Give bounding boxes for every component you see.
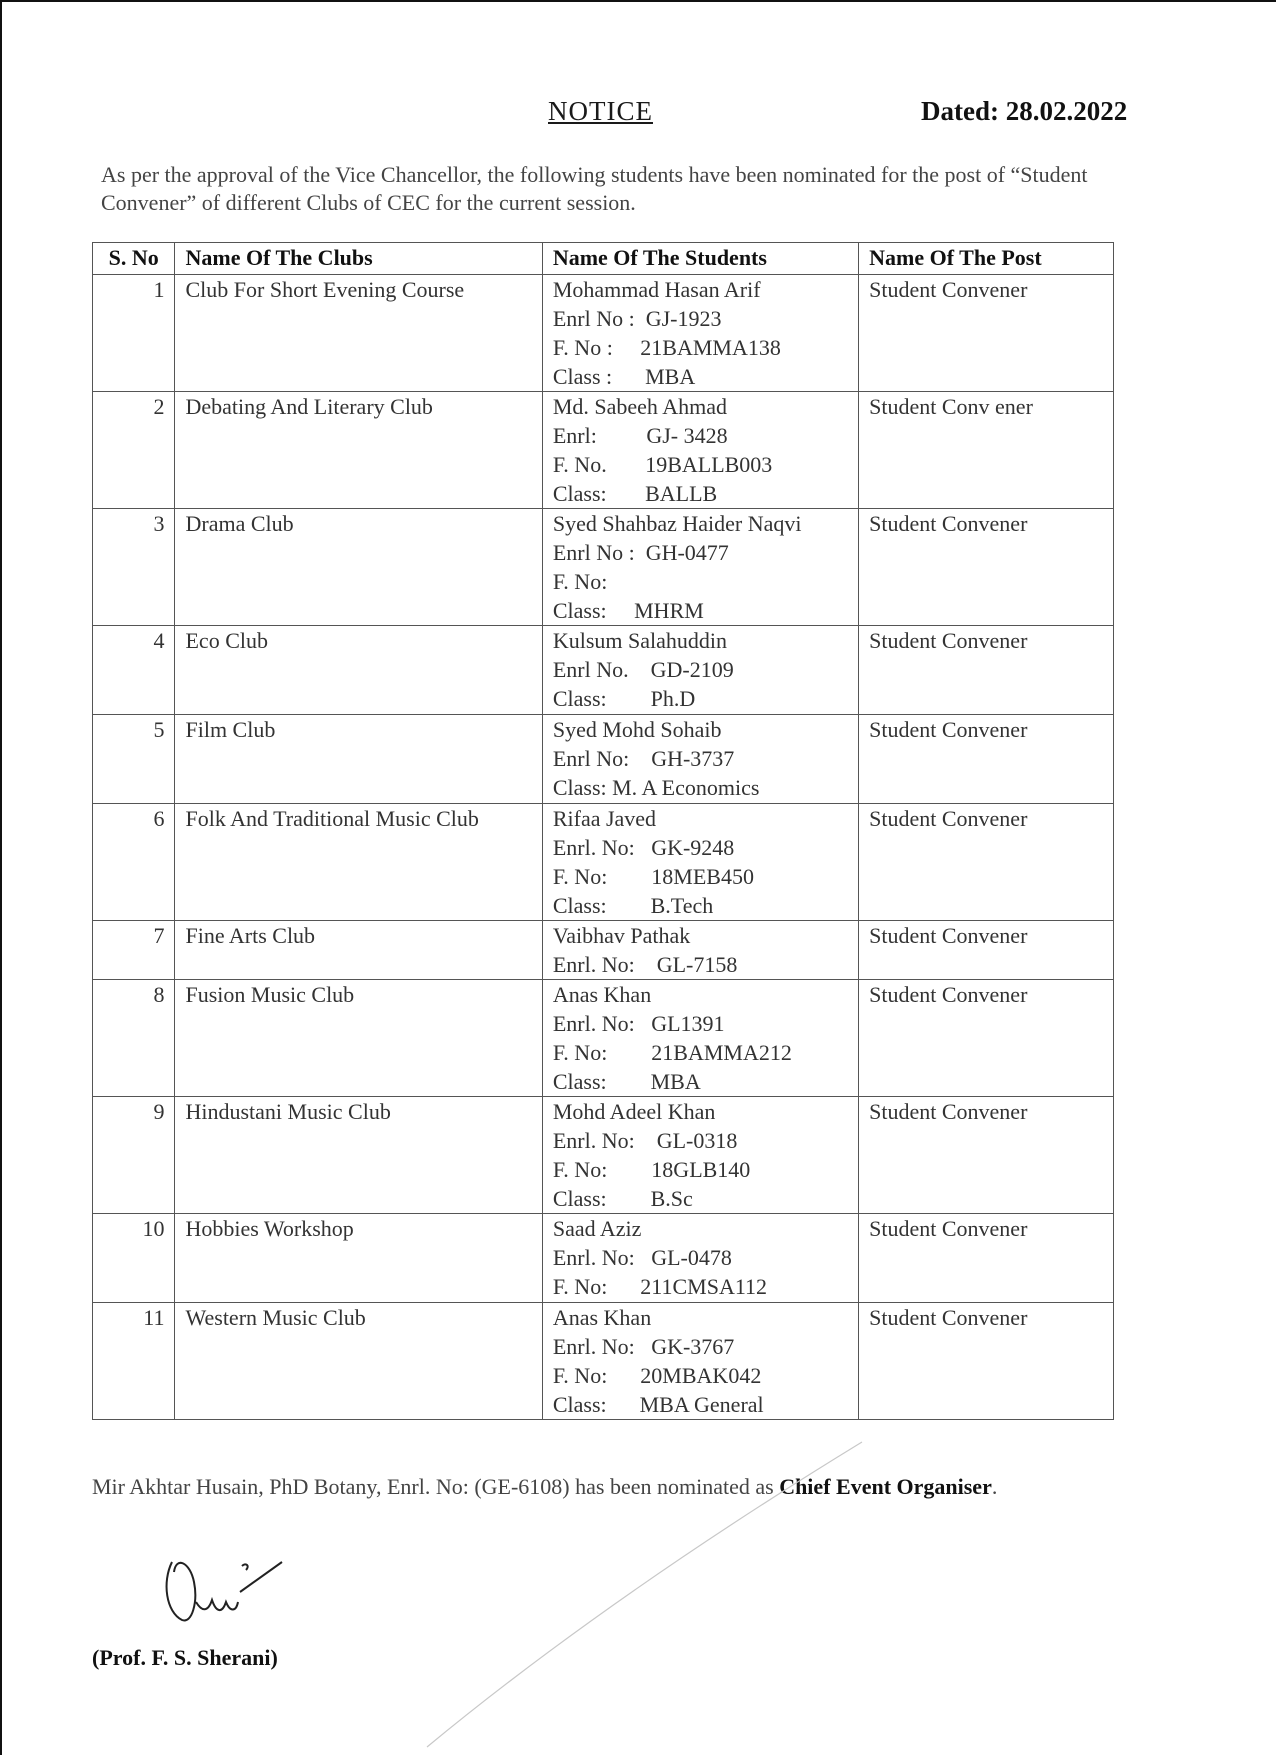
- row-student: [542, 1214, 858, 1303]
- student-detail-line: Enrl. No: GK-3767: [552, 1334, 735, 1359]
- signature-image: [152, 1542, 302, 1652]
- notice-date: Dated: 28.02.2022: [921, 96, 1128, 126]
- table-row: [93, 921, 1114, 980]
- student-detail-line: Mohd Adeel Khan: [552, 1099, 716, 1124]
- header-student: Name Of The Students: [542, 243, 858, 275]
- student-detail-line: Class : MBA: [552, 364, 696, 389]
- row-student: [542, 392, 858, 509]
- nominations-table: [92, 242, 1114, 1420]
- row-post: Student Convener: [859, 921, 1114, 980]
- table-row: [93, 275, 1114, 392]
- student-detail-line: Enrl No : GJ-1923: [552, 306, 722, 331]
- row-post: Student Convener: [859, 715, 1114, 804]
- row-club: Drama Club: [175, 509, 542, 626]
- student-detail-line: Anas Khan: [552, 1305, 652, 1330]
- student-detail-line: Saad Aziz: [552, 1216, 642, 1241]
- row-sno: 11: [93, 1303, 175, 1420]
- footer-end: .: [991, 1474, 998, 1499]
- student-detail-line: Anas Khan: [552, 982, 652, 1007]
- header-post: Name Of The Post: [859, 243, 1114, 275]
- student-detail-line: Enrl No. GD-2109: [552, 657, 734, 682]
- student-detail-line: Enrl. No: GL-0478: [552, 1245, 732, 1270]
- table-row: [93, 626, 1114, 715]
- student-detail-line: Class: M. A Economics: [552, 775, 760, 800]
- row-club: Fusion Music Club: [175, 980, 542, 1097]
- row-sno: 4: [93, 626, 175, 715]
- student-detail-line: Enrl. No: GL1391: [552, 1011, 725, 1036]
- signatory-name: (Prof. F. S. Sherani): [92, 1645, 278, 1670]
- student-detail-line: Md. Sabeeh Ahmad: [552, 394, 727, 419]
- row-student: [542, 921, 858, 980]
- row-sno: 10: [93, 1214, 175, 1303]
- footer-emphasis: Chief Event Organiser: [779, 1474, 992, 1499]
- table-body: [93, 275, 1114, 1420]
- row-sno: 5: [93, 715, 175, 804]
- row-student: [542, 1097, 858, 1214]
- row-sno: 9: [93, 1097, 175, 1214]
- row-student: [542, 275, 858, 392]
- row-club: Folk And Traditional Music Club: [175, 804, 542, 921]
- row-sno: 6: [93, 804, 175, 921]
- student-detail-line: Mohammad Hasan Arif: [552, 277, 761, 302]
- student-detail-line: Syed Mohd Sohaib: [552, 717, 722, 742]
- student-detail-line: Class: MHRM: [552, 598, 704, 623]
- row-student: [542, 804, 858, 921]
- student-detail-line: F. No:: [552, 569, 608, 594]
- footer-text: Mir Akhtar Husain, PhD Botany, Enrl. No: (GE-6108) has been nominated as: [92, 1474, 780, 1499]
- student-detail-line: Class: B.Sc: [552, 1186, 693, 1211]
- student-detail-line: Kulsum Salahuddin: [552, 628, 727, 653]
- table-row: [93, 1097, 1114, 1214]
- student-detail-line: F. No: 21BAMMA212: [552, 1040, 792, 1065]
- table-row: [93, 392, 1114, 509]
- table-row: [93, 509, 1114, 626]
- row-club: Debating And Literary Club: [175, 392, 542, 509]
- student-detail-line: Class: BALLB: [552, 481, 718, 506]
- table-row: [93, 804, 1114, 921]
- student-detail-line: Syed Shahbaz Haider Naqvi: [552, 511, 802, 536]
- row-sno: 2: [93, 392, 175, 509]
- table-row: [93, 1303, 1114, 1420]
- scan-mark: [422, 1432, 1022, 1752]
- student-detail-line: Enrl No : GH-0477: [552, 540, 729, 565]
- student-detail-line: F. No: 18MEB450: [552, 864, 754, 889]
- student-detail-line: Class: MBA: [552, 1069, 701, 1094]
- notice-title: NOTICE: [548, 96, 653, 126]
- row-club: Western Music Club: [175, 1303, 542, 1420]
- student-detail-line: F. No : 21BAMMA138: [552, 335, 781, 360]
- row-post: Student Convener: [859, 275, 1114, 392]
- table-row: [93, 715, 1114, 804]
- row-post: Student Convener: [859, 1303, 1114, 1420]
- row-post: Student Conv ener: [859, 392, 1114, 509]
- intro-paragraph: As per the approval of the Vice Chancellor, the following students have been nominated for the post of “Student Convener” of different Clubs of CEC for the current session.: [101, 162, 1088, 215]
- row-club: Club For Short Evening Course: [175, 275, 542, 392]
- student-detail-line: F. No: 20MBAK042: [552, 1363, 762, 1388]
- student-detail-line: Class: MBA General: [552, 1392, 764, 1417]
- row-student: [542, 980, 858, 1097]
- row-post: Student Convener: [859, 980, 1114, 1097]
- row-student: [542, 715, 858, 804]
- table-row: [93, 980, 1114, 1097]
- student-detail-line: F. No: 18GLB140: [552, 1157, 751, 1182]
- row-club: Fine Arts Club: [175, 921, 542, 980]
- student-detail-line: Class: B.Tech: [552, 893, 714, 918]
- row-sno: 1: [93, 275, 175, 392]
- student-detail-line: F. No. 19BALLB003: [552, 452, 773, 477]
- header-club: Name Of The Clubs: [175, 243, 542, 275]
- row-post: Student Convener: [859, 1214, 1114, 1303]
- row-student: [542, 626, 858, 715]
- student-detail-line: Class: Ph.D: [552, 686, 696, 711]
- row-club: Hindustani Music Club: [175, 1097, 542, 1214]
- student-detail-line: Enrl. No: GK-9248: [552, 835, 735, 860]
- header-sno: S. No: [93, 243, 175, 275]
- row-student: [542, 1303, 858, 1420]
- student-detail-line: Enrl. No: GL-7158: [552, 952, 738, 977]
- student-detail-line: Enrl No: GH-3737: [552, 746, 735, 771]
- row-sno: 3: [93, 509, 175, 626]
- table-header-row: [93, 243, 1114, 275]
- row-club: Hobbies Workshop: [175, 1214, 542, 1303]
- row-post: Student Convener: [859, 804, 1114, 921]
- table-row: [93, 1214, 1114, 1303]
- row-student: [542, 509, 858, 626]
- row-post: Student Convener: [859, 509, 1114, 626]
- row-club: Eco Club: [175, 626, 542, 715]
- row-club: Film Club: [175, 715, 542, 804]
- row-post: Student Convener: [859, 626, 1114, 715]
- row-sno: 8: [93, 980, 175, 1097]
- student-detail-line: F. No: 211CMSA112: [552, 1274, 768, 1299]
- student-detail-line: Enrl: GJ- 3428: [552, 423, 728, 448]
- student-detail-line: Rifaa Javed: [552, 806, 657, 831]
- row-sno: 7: [93, 921, 175, 980]
- student-detail-line: Enrl. No: GL-0318: [552, 1128, 738, 1153]
- student-detail-line: Vaibhav Pathak: [552, 923, 691, 948]
- heading-row: [2, 96, 1276, 136]
- row-post: Student Convener: [859, 1097, 1114, 1214]
